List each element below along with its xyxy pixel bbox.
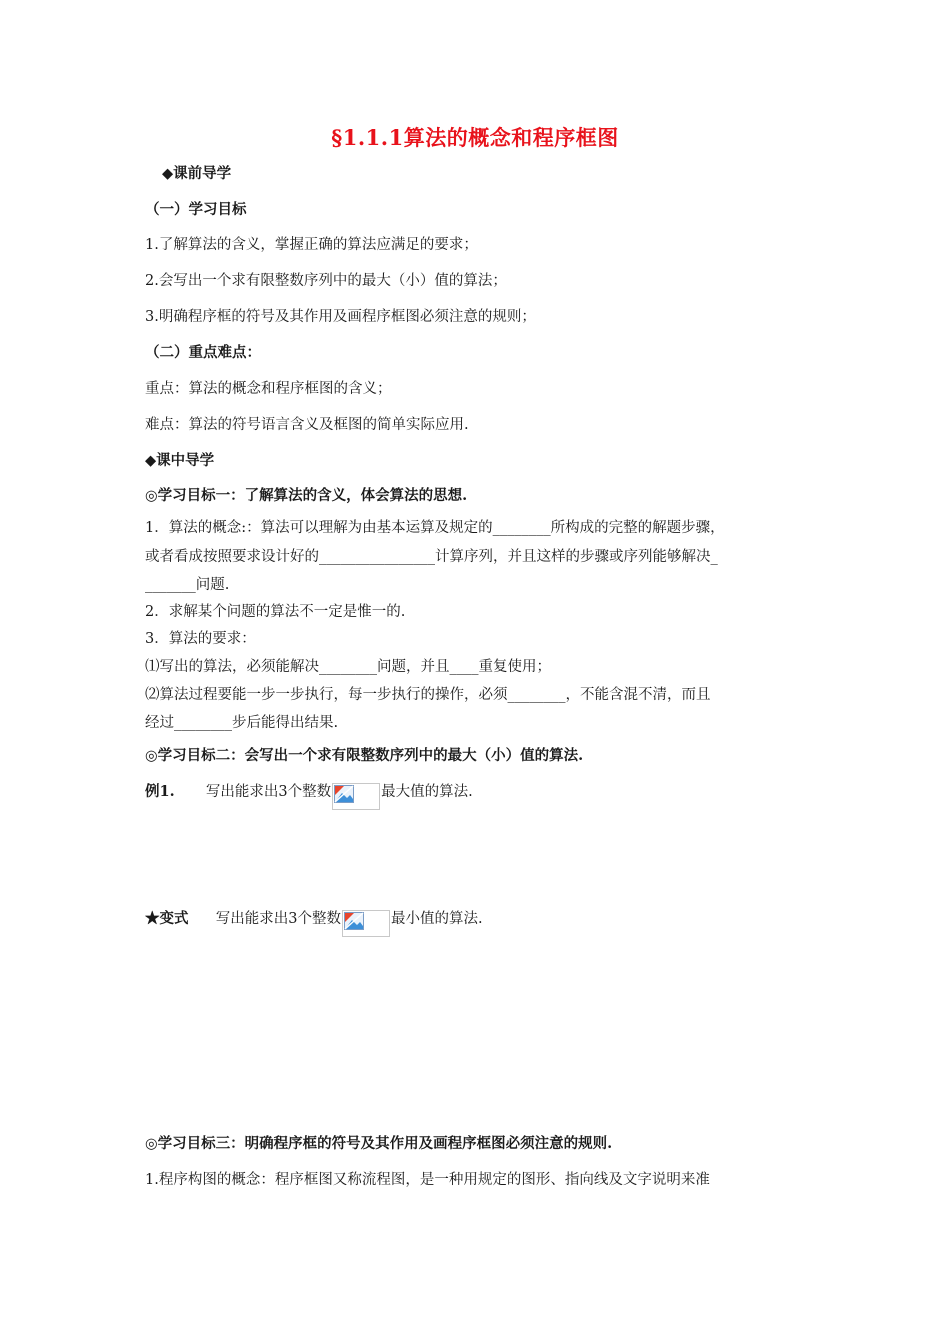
example-1-text-pre: 写出能求出3个整数 (205, 784, 332, 800)
subheading-objectives: （一）学习目标 (145, 201, 247, 218)
variant-text-pre: 写出能求出3个整数 (215, 911, 341, 927)
goal-1-line: _______问题. (145, 577, 230, 593)
goal-3-heading: ◎学习目标三：明确程序框的符号及其作用及画程序框图必须注意的规则. (145, 1135, 613, 1152)
broken-image-icon (332, 783, 380, 810)
section-heading-in-class: ◆课中导学 (145, 452, 215, 469)
goal-1-line: 或者看成按照要求设计好的________________计算序列，并且这样的步骤或序列能够解决_ (145, 549, 718, 565)
variant-label: ★变式 (145, 910, 189, 927)
goal-1-heading: ◎学习目标一：了解算法的含义，体会算法的思想. (145, 487, 468, 504)
subheading-key-points: （二）重点难点： (145, 344, 261, 361)
variant-exercise (145, 909, 483, 937)
goal-1-line: 3．算法的要求： (145, 631, 256, 647)
section-heading-pre-class: ◆课前导学 (162, 165, 232, 182)
goal-2-heading: ◎学习目标二：会写出一个求有限整数序列中的最大（小）值的算法. (145, 747, 584, 764)
goal-3-line: 1.程序构图的概念：程序框图又称流程图，是一种用规定的图形、指向线及文字说明来准 (145, 1172, 710, 1188)
goal-1-line: 2．求解某个问题的算法不一定是惟一的. (145, 604, 406, 620)
objective-1: 1.了解算法的含义，掌握正确的算法应满足的要求； (145, 237, 478, 253)
page-title: §1.1.1算法的概念和程序框图 (331, 125, 619, 150)
example-1-label: 例1. (145, 783, 175, 800)
variant-text-post: 最小值的算法. (390, 911, 483, 927)
objective-2: 2.会写出一个求有限整数序列中的最大（小）值的算法； (145, 273, 507, 289)
goal-1-line: ⑵算法过程要能一步一步执行，每一步执行的操作，必须________，不能含混不清，而且 (145, 687, 711, 703)
goal-1-line: 1．算法的概念:：算法可以理解为由基本运算及规定的________所构成的完整的解题步骤， (145, 520, 725, 536)
key-point: 重点：算法的概念和程序框图的含义； (145, 381, 392, 397)
example-1 (145, 782, 473, 810)
difficult-point: 难点：算法的符号语言含义及框图的简单实际应用. (145, 417, 469, 433)
goal-1-line: ⑴写出的算法，必须能解决________问题，并且____重复使用； (145, 659, 551, 675)
objective-3: 3.明确程序框的符号及其作用及画程序框图必须注意的规则； (145, 309, 536, 325)
example-1-text-post: 最大值的算法. (381, 784, 473, 800)
goal-1-line: 经过________步后能得出结果. (145, 715, 339, 731)
broken-image-icon (342, 910, 390, 937)
